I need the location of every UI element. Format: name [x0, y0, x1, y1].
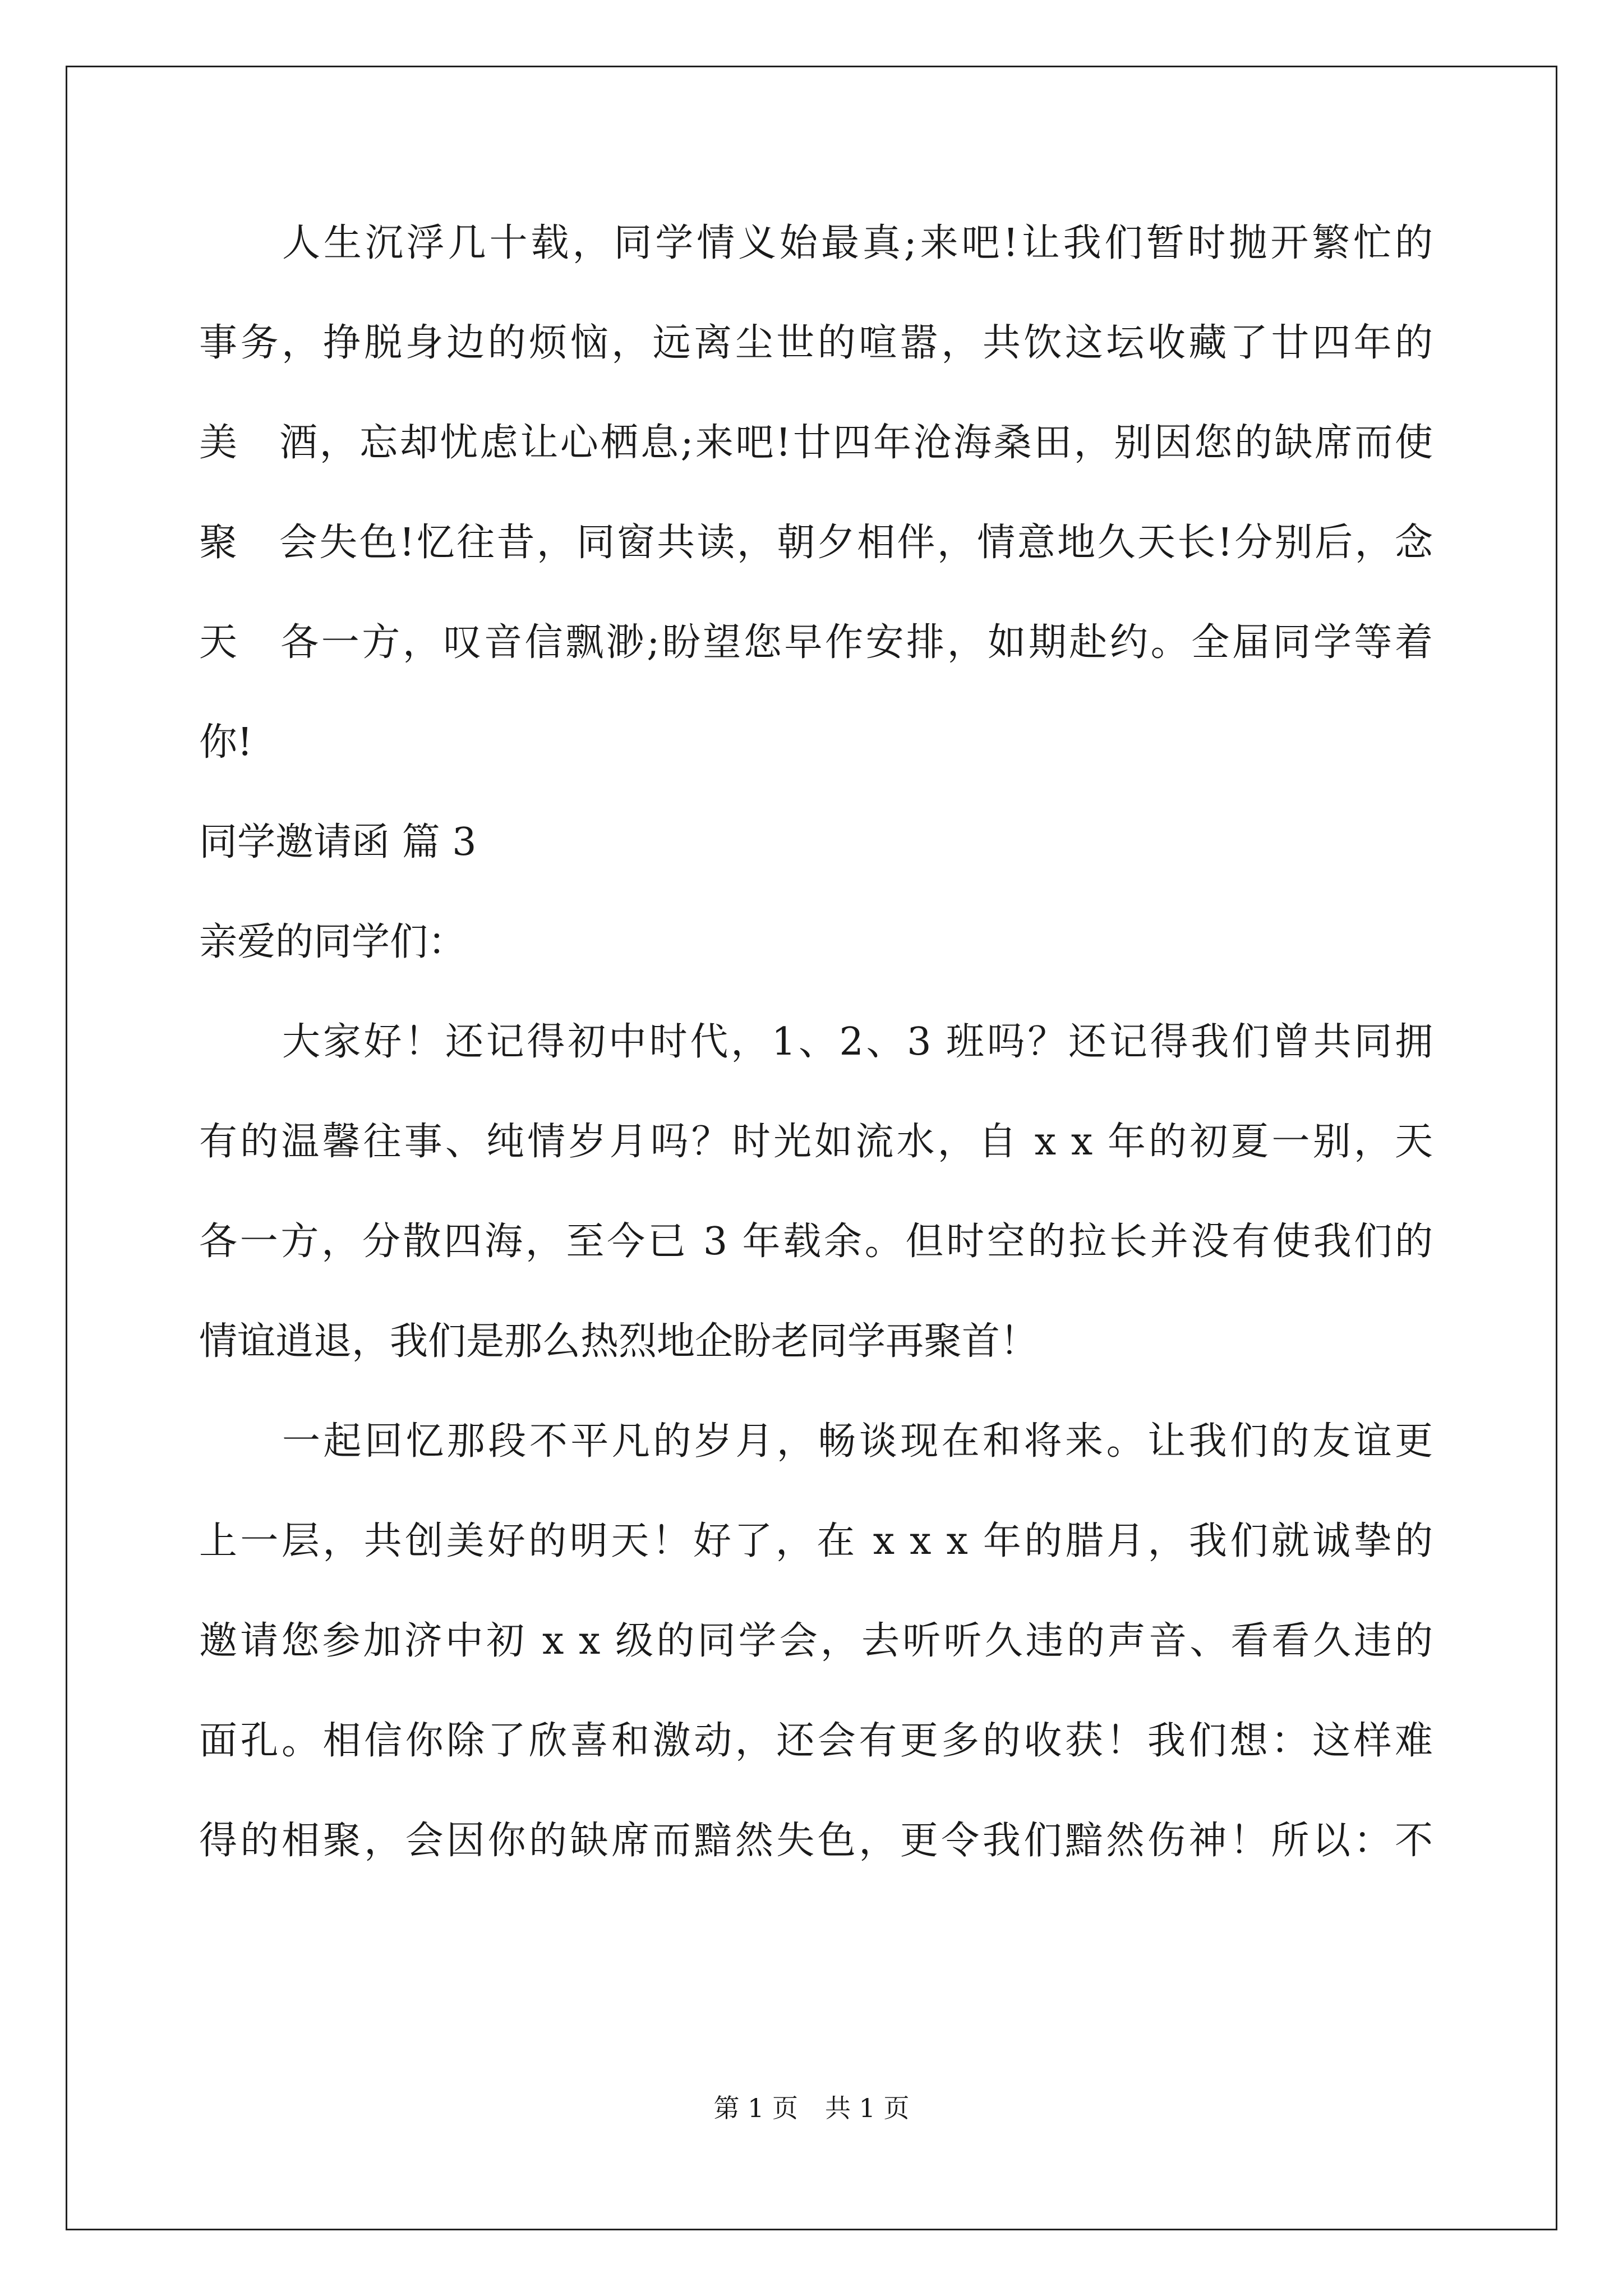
text-line: 面孔。相信你除了欣喜和激动，还会有更多的收获！我们想：这样难 [199, 1719, 1433, 1763]
document-body [199, 194, 1433, 1891]
text-line: 美 酒，忘却忧虑让心栖息;来吧!廿四年沧海桑田，别因您的缺席而使 [199, 421, 1433, 465]
text-line: 天 各一方，叹音信飘渺;盼望您早作安排，如期赴约。全届同学等着 [199, 620, 1433, 665]
text-line: 情谊逍退，我们是那么热烈地企盼老同学再聚首！ [199, 1319, 1039, 1364]
text-line: 大家好！还记得初中时代，1、2、3 班吗？还记得我们曾共同拥 [282, 1020, 1433, 1064]
text-line: 有的温馨往事、纯情岁月吗？时光如流水，自 x x 年的初夏一别，天 [199, 1120, 1433, 1164]
text-line: 事务，挣脱身边的烦恼，远离尘世的喧嚣，共饮这坛收藏了廿四年的 [199, 321, 1433, 365]
text-line: 得的相聚，会因你的缺席而黯然失色，更令我们黯然伤神！所以：不 [199, 1819, 1433, 1863]
text-line: 人生沉浮几十载，同学情义始最真;来吧!让我们暂时抛开繁忙的 [282, 221, 1433, 265]
text-line: 聚 会失色!忆往昔，同窗共读，朝夕相伴，情意地久天长!分别后，念 [199, 521, 1433, 565]
text-line: 各一方，分散四海，至今已 3 年载余。但时空的拉长并没有使我们的 [199, 1220, 1433, 1264]
salutation: 亲爱的同学们： [199, 920, 467, 964]
text-line: 上一层，共创美好的明天！好了，在 x x x 年的腊月，我们就诚挚的 [199, 1519, 1433, 1563]
page-footer [0, 2091, 1623, 2125]
page-total: 共 1 页 [825, 2093, 910, 2123]
section-heading: 同学邀请函 篇 3 [199, 820, 477, 864]
text-line: 邀请您参加济中初 x x 级的同学会，去听听久违的声音、看看久违的 [199, 1619, 1433, 1663]
page-number: 第 1 页 [713, 2093, 798, 2123]
text-line: 你! [199, 720, 253, 765]
text-line: 一起回忆那段不平凡的岁月，畅谈现在和将来。让我们的友谊更 [282, 1419, 1433, 1464]
